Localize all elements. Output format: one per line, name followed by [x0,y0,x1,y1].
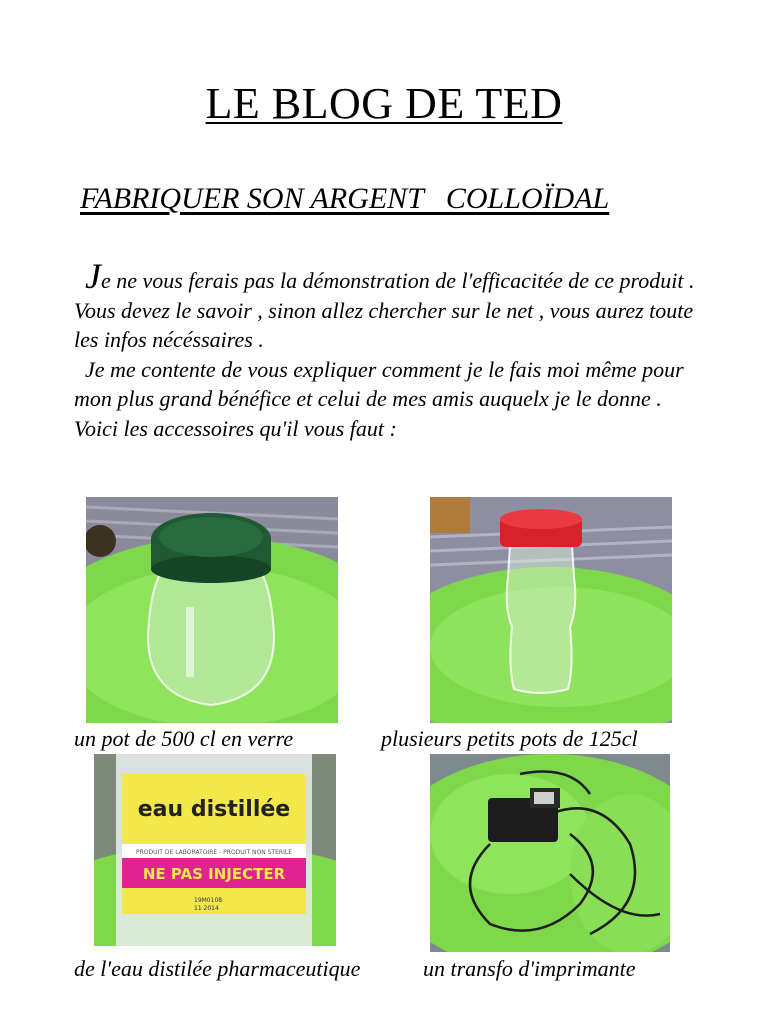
caption-distilled-water: de l'eau distilée pharmaceutique [74,956,361,981]
paragraph-accessories: Voici les accessoires qu'il vous faut : [74,415,397,441]
paragraph-intro-text: e ne vous ferais pas la démonstration de l'efficacitée de ce produit . Vous devez le savoir , sinon allez chercher sur le net , vous aurez toute les infos nécéssaires . [74,268,700,352]
caption-transformer: un transfo d'imprimante [423,956,636,981]
caption-small-jars: plusieurs petits pots de 125cl [381,726,638,751]
label-warning-text: NE PAS INJECTER [142,865,286,883]
paragraph-intro [74,256,714,355]
photo-small-jars [430,497,672,723]
caption-large-jar: un pot de 500 cl en verre [74,726,294,751]
paragraph-method: Je me contente de vous expliquer comment je le fais moi même pour mon plus grand bénéfice et celui de mes amis auquelx je le donne . [74,356,690,411]
page-title: LE BLOG DE TED [205,79,563,128]
photo-transformer [430,754,670,952]
drop-cap: J [85,256,101,296]
photo-distilled-water [94,754,336,946]
label-lot-text: 19M0108 [194,897,223,904]
photo-large-jar [86,497,338,723]
article-body [74,256,714,443]
label-date-text: 11 2014 [194,905,219,912]
label-title-text: eau distillée [137,797,291,822]
article-subtitle: FABRIQUER SON ARGENT COLLOÏDAL [80,182,610,215]
label-small-text: PRODUIT DE LABORATOIRE - PRODUIT NON STERILE [136,849,292,856]
